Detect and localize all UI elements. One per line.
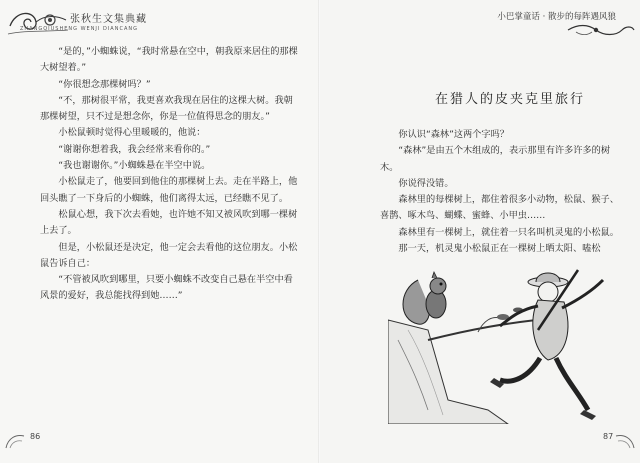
paragraph: “是的，”小蜘蛛说，“我时常悬在空中，朝我原来居住的那棵大树望着。” bbox=[40, 46, 298, 74]
paragraph: 小松鼠顿时觉得心里暖暖的，他说： bbox=[58, 127, 206, 139]
paragraph: “森林”是由五个木组成的，表示那里有许多许多的树木。 bbox=[380, 145, 611, 173]
hunter-squirrel-illustration bbox=[388, 260, 608, 424]
corner-ornament-icon bbox=[614, 430, 636, 450]
right-body-text bbox=[380, 127, 624, 257]
book-title: 小巴掌童话 · 散步的每阵遇风狼 bbox=[497, 12, 616, 22]
paragraph: 小松鼠走了，他要回到他住的那棵树上去。走在半路上，他回头瞧了一下身后的小蜘蛛，他们离得太远，已经瞧不见了。 bbox=[40, 176, 298, 204]
corner-ornament-icon bbox=[4, 430, 26, 450]
chapter-title: 在猎人的皮夹克里旅行 bbox=[434, 92, 585, 107]
paragraph: “不管被风吹到哪里，只要小蜘蛛不改变自己悬在半空中看风景的爱好，我总能找得到她……” bbox=[40, 274, 293, 302]
series-title: 张秋生文集典藏 bbox=[70, 14, 147, 25]
paragraph: 松鼠心想，我下次去看她，也许她不知又被风吹到哪一棵树上去了。 bbox=[40, 208, 298, 237]
page-number: 86 bbox=[30, 432, 41, 441]
paragraph: “谢谢你想着我，我会经常来看你的。” bbox=[58, 143, 211, 155]
series-pinyin: ZHANGQIUSHENG WENJI DIANCANG bbox=[20, 26, 138, 32]
page-number: 87 bbox=[603, 432, 614, 441]
right-page bbox=[320, 0, 640, 463]
left-header bbox=[6, 6, 306, 40]
paragraph: “我也谢谢你。”小蜘蛛悬在半空中说。 bbox=[58, 160, 211, 172]
paragraph: “不，那树很平常，我更喜欢我现在居住的这棵大树。我朝那棵树望，只不过是想念你，你是一位值得思念的朋友。” bbox=[40, 94, 293, 123]
paragraph: 那一天，机灵鬼小松鼠正在一棵树上晒太阳、嗑松 bbox=[398, 243, 601, 255]
left-body-text bbox=[40, 44, 298, 305]
ornament-swirl-icon bbox=[6, 6, 70, 40]
paragraph: 你说得没错。 bbox=[398, 177, 454, 189]
paragraph: 你认识“森林”这两个字吗？ bbox=[398, 129, 509, 140]
ornament-swirl-icon bbox=[566, 22, 636, 38]
paragraph: “你很想念那棵树吗？” bbox=[58, 78, 151, 90]
paragraph: 森林里有一棵树上，就住着一只名叫机灵鬼的小松鼠。 bbox=[398, 226, 619, 238]
right-header bbox=[446, 6, 636, 40]
paragraph: 森林里的每棵树上，都住着很多小动物，松鼠、猴子、喜鹊、啄木鸟、蝴蝶、蜜蜂、小甲虫…… bbox=[380, 194, 619, 222]
paragraph: 但是，小松鼠还是决定，他一定会去看他的这位朋友。小松鼠告诉自己： bbox=[40, 241, 298, 269]
